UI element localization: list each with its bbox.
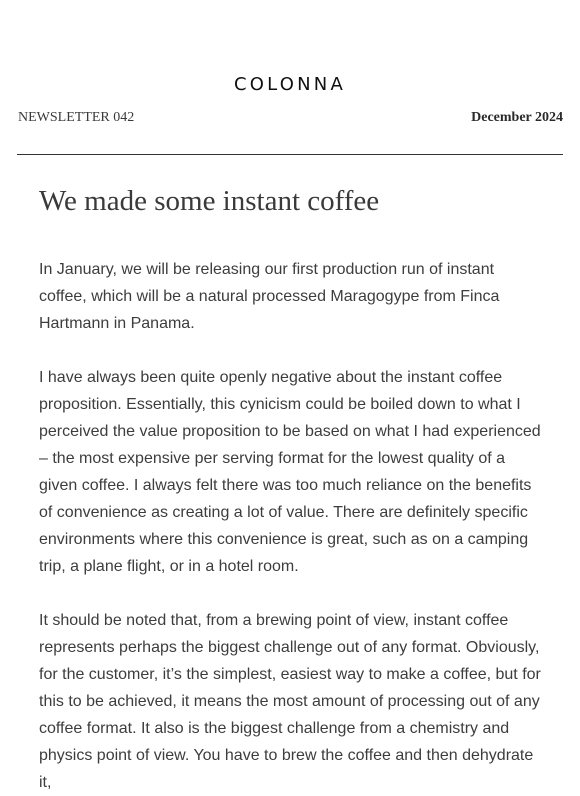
article-body — [39, 156, 544, 796]
article-paragraph-3: It should be noted that, from a brewing point of view, instant coffee represents perhaps the biggest challenge out of any format. Obviously, for the customer, it’s the simplest, easiest way to make a coffee, but for this to be achieved, it means the most amount of processing out of any coffee format. It also is the biggest challenge from a chemistry and physics point of view. You have to brew the coffee and then dehydrate it, — [39, 612, 541, 791]
header-divider — [17, 154, 563, 155]
issue-date: December 2024 — [471, 110, 563, 125]
issue-number: NEWSLETTER 042 — [18, 110, 135, 125]
article-paragraph-1: In January, we will be releasing our first production run of instant coffee, which will be a natural processed Maragogype from Finca Hartmann in Panama. — [39, 261, 500, 332]
article-paragraph-2: I have always been quite openly negative about the instant coffee proposition. Essentially, this cynicism could be boiled down to what I perceived the value proposition to be based on what I had experienced – the most expensive per serving format for the lowest quality of a given coffee. I always felt there was too much reliance on the benefits of convenience as creating a lot of value. There are definitely specific environments where this convenience is great, such as on a camping trip, a plane flight, or in a hotel room. — [39, 369, 541, 575]
newsletter-header — [0, 0, 580, 156]
brand-logo[interactable]: COLONNA — [234, 74, 346, 95]
article-title: We made some instant coffee — [39, 185, 380, 217]
